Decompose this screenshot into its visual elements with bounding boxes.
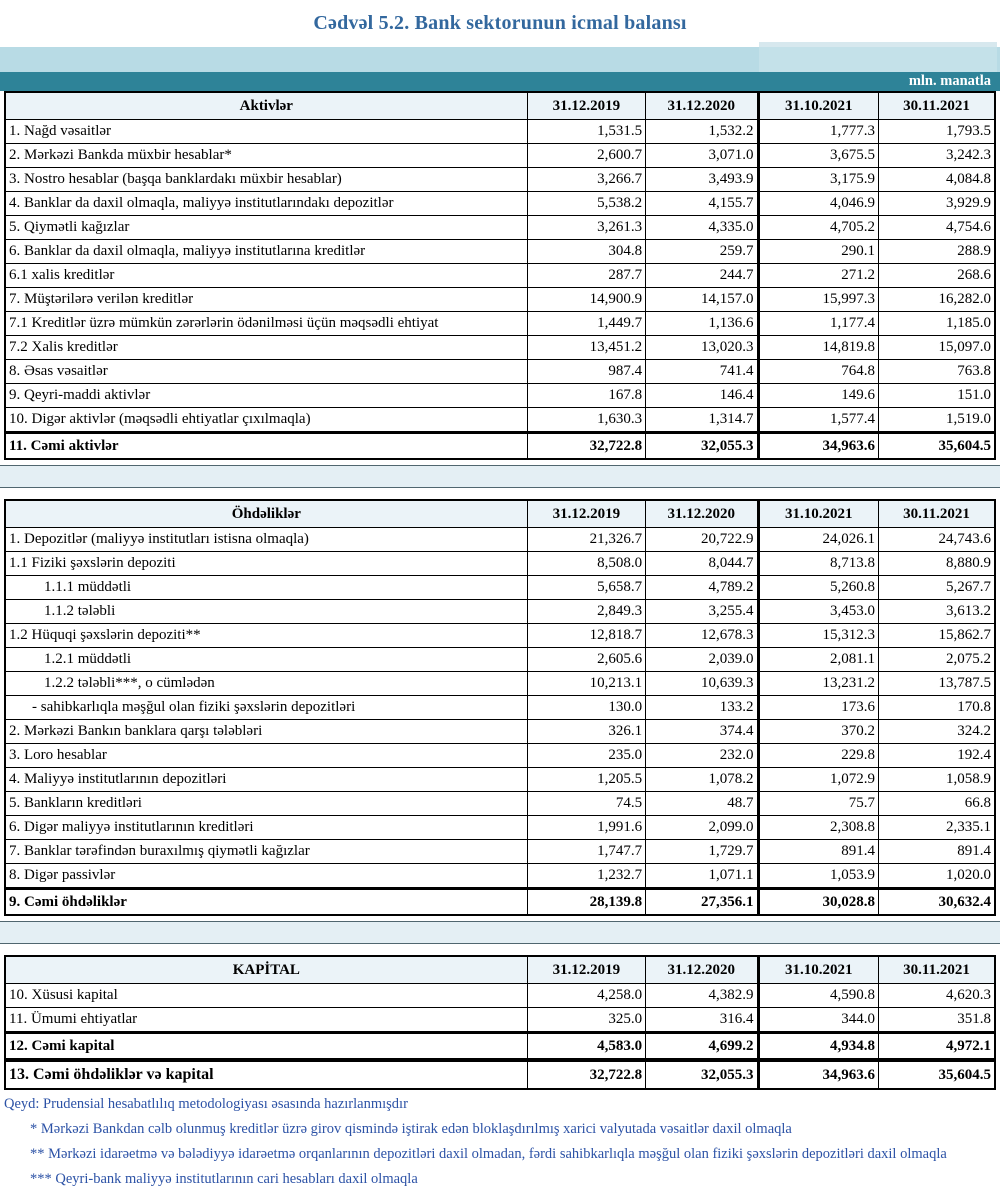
- cell-value: 4,382.9: [646, 984, 758, 1008]
- cell-value: 374.4: [646, 720, 758, 744]
- cell-value: 351.8: [879, 1008, 995, 1033]
- cell-value: 1,532.2: [646, 120, 758, 144]
- table-row: [5, 360, 995, 384]
- cell-value: 4,789.2: [646, 576, 758, 600]
- row-label: 9. Cəmi öhdəliklər: [5, 889, 527, 916]
- cell-value: 1,232.7: [527, 864, 645, 889]
- page-title: Cədvəl 5.2. Bank sektorunun icmal balansı: [313, 12, 687, 34]
- cell-value: 891.4: [879, 840, 995, 864]
- table-row: [5, 576, 995, 600]
- header-row: [5, 956, 995, 984]
- table-row: [5, 984, 995, 1008]
- row-label: 6. Banklar da daxil olmaqla, maliyyə institutlarına kreditlər: [5, 240, 527, 264]
- cell-value: 1,777.3: [758, 120, 878, 144]
- section-title: Aktivlər: [5, 92, 527, 120]
- cell-value: 4,155.7: [646, 192, 758, 216]
- cell-value: 1,519.0: [879, 408, 995, 433]
- cell-value: 3,175.9: [758, 168, 878, 192]
- column-header: 30.11.2021: [879, 956, 995, 984]
- cell-value: 32,722.8: [527, 433, 645, 460]
- cell-value: 229.8: [758, 744, 878, 768]
- column-header: 31.10.2021: [758, 92, 878, 120]
- row-label: 6. Digər maliyyə institutlarının kreditləri: [5, 816, 527, 840]
- cell-value: 4,934.8: [758, 1033, 878, 1060]
- cell-value: 1,185.0: [879, 312, 995, 336]
- row-label: 7. Banklar tərəfindən buraxılmış qiymətli kağızlar: [5, 840, 527, 864]
- table-row: [5, 216, 995, 240]
- cell-value: 10,639.3: [646, 672, 758, 696]
- cell-value: 34,963.6: [758, 433, 878, 460]
- row-label: 1. Nağd vəsaitlər: [5, 120, 527, 144]
- column-header: 31.10.2021: [758, 956, 878, 984]
- table-row: [5, 192, 995, 216]
- cell-value: 13,787.5: [879, 672, 995, 696]
- table-row: [5, 840, 995, 864]
- cell-value: 232.0: [646, 744, 758, 768]
- table-row: [5, 120, 995, 144]
- cell-value: 2,099.0: [646, 816, 758, 840]
- cell-value: 370.2: [758, 720, 878, 744]
- row-label: 1.2 Hüquqi şəxslərin depoziti**: [5, 624, 527, 648]
- row-label: 3. Loro hesablar: [5, 744, 527, 768]
- column-header: 30.11.2021: [879, 92, 995, 120]
- cell-value: 324.2: [879, 720, 995, 744]
- table-row: [5, 672, 995, 696]
- cell-value: 235.0: [527, 744, 645, 768]
- row-label: 1.1 Fiziki şəxslərin depoziti: [5, 552, 527, 576]
- cell-value: 5,260.8: [758, 576, 878, 600]
- cell-value: 1,078.2: [646, 768, 758, 792]
- row-label: 4. Banklar da daxil olmaqla, maliyyə institutlarındakı depozitlər: [5, 192, 527, 216]
- cell-value: 1,630.3: [527, 408, 645, 433]
- cell-value: 290.1: [758, 240, 878, 264]
- cell-value: 10,213.1: [527, 672, 645, 696]
- cell-value: 4,699.2: [646, 1033, 758, 1060]
- cell-value: 326.1: [527, 720, 645, 744]
- cell-value: 170.8: [879, 696, 995, 720]
- cell-value: 48.7: [646, 792, 758, 816]
- cell-value: 1,020.0: [879, 864, 995, 889]
- cell-value: 244.7: [646, 264, 758, 288]
- cell-value: 2,081.1: [758, 648, 878, 672]
- table-row: [5, 336, 995, 360]
- cell-value: 268.6: [879, 264, 995, 288]
- table-row: [5, 144, 995, 168]
- cell-value: 304.8: [527, 240, 645, 264]
- cell-value: 28,139.8: [527, 889, 645, 916]
- cell-value: 5,267.7: [879, 576, 995, 600]
- decorative-bar-tint: [759, 47, 997, 72]
- cell-value: 66.8: [879, 792, 995, 816]
- cell-value: 167.8: [527, 384, 645, 408]
- row-label: 9. Qeyri-maddi aktivlər: [5, 384, 527, 408]
- cell-value: 4,335.0: [646, 216, 758, 240]
- cell-value: 27,356.1: [646, 889, 758, 916]
- cell-value: 764.8: [758, 360, 878, 384]
- cell-value: 891.4: [758, 840, 878, 864]
- cell-value: 271.2: [758, 264, 878, 288]
- cell-value: 75.7: [758, 792, 878, 816]
- row-label: 13. Cəmi öhdəliklər və kapital: [5, 1061, 527, 1089]
- table-row: [5, 768, 995, 792]
- cell-value: 8,044.7: [646, 552, 758, 576]
- row-label: 4. Maliyyə institutlarının depozitləri: [5, 768, 527, 792]
- cell-value: 1,577.4: [758, 408, 878, 433]
- cell-value: 2,849.3: [527, 600, 645, 624]
- cell-value: 12,678.3: [646, 624, 758, 648]
- table-row: [5, 792, 995, 816]
- table-row: [5, 600, 995, 624]
- section-table: [4, 955, 996, 1060]
- cell-value: 1,177.4: [758, 312, 878, 336]
- cell-value: 14,900.9: [527, 288, 645, 312]
- table-row: [5, 1008, 995, 1033]
- cell-value: 3,266.7: [527, 168, 645, 192]
- cell-value: 30,028.8: [758, 889, 878, 916]
- cell-value: 2,600.7: [527, 144, 645, 168]
- column-header: 31.12.2019: [527, 956, 645, 984]
- column-header: 31.10.2021: [758, 500, 878, 528]
- table-row: [5, 889, 995, 916]
- cell-value: 8,508.0: [527, 552, 645, 576]
- cell-value: 1,205.5: [527, 768, 645, 792]
- cell-value: 1,991.6: [527, 816, 645, 840]
- cell-value: 1,449.7: [527, 312, 645, 336]
- cell-value: 5,658.7: [527, 576, 645, 600]
- cell-value: 16,282.0: [879, 288, 995, 312]
- footnote-asterisk-3: *** Qeyri-bank maliyyə institutlarının cari hesabları daxil olmaqla: [30, 1171, 418, 1187]
- cell-value: 4,754.6: [879, 216, 995, 240]
- cell-value: 32,055.3: [646, 433, 758, 460]
- column-header: 31.12.2019: [527, 92, 645, 120]
- row-label: 6.1 xalis kreditlər: [5, 264, 527, 288]
- column-header: 30.11.2021: [879, 500, 995, 528]
- cell-value: 763.8: [879, 360, 995, 384]
- table-row: [5, 240, 995, 264]
- cell-value: 344.0: [758, 1008, 878, 1033]
- section-table: [4, 499, 996, 916]
- cell-value: 2,308.8: [758, 816, 878, 840]
- table-row: [5, 408, 995, 433]
- cell-value: 12,818.7: [527, 624, 645, 648]
- row-label: 2. Mərkəzi Bankın banklara qarşı tələbləri: [5, 720, 527, 744]
- cell-value: 3,261.3: [527, 216, 645, 240]
- cell-value: 13,231.2: [758, 672, 878, 696]
- row-label: 5. Bankların kreditləri: [5, 792, 527, 816]
- cell-value: 2,335.1: [879, 816, 995, 840]
- cell-value: 32,722.8: [527, 1061, 645, 1089]
- table-row: [5, 288, 995, 312]
- cell-value: 133.2: [646, 696, 758, 720]
- cell-value: 32,055.3: [646, 1061, 758, 1089]
- cell-value: 4,046.9: [758, 192, 878, 216]
- cell-value: 3,255.4: [646, 600, 758, 624]
- table-row: [5, 744, 995, 768]
- unit-bar: [0, 72, 1000, 91]
- column-header: 31.12.2019: [527, 500, 645, 528]
- cell-value: 151.0: [879, 384, 995, 408]
- table-row: [5, 648, 995, 672]
- row-label: 8. Digər passivlər: [5, 864, 527, 889]
- cell-value: 3,453.0: [758, 600, 878, 624]
- cell-value: 20,722.9: [646, 528, 758, 552]
- cell-value: 1,072.9: [758, 768, 878, 792]
- table-row: [5, 552, 995, 576]
- cell-value: 21,326.7: [527, 528, 645, 552]
- row-label: 1.1.2 tələbli: [5, 600, 527, 624]
- cell-value: 173.6: [758, 696, 878, 720]
- cell-value: 4,583.0: [527, 1033, 645, 1060]
- cell-value: 1,793.5: [879, 120, 995, 144]
- cell-value: 288.9: [879, 240, 995, 264]
- row-label: 3. Nostro hesablar (başqa banklardakı müxbir hesablar): [5, 168, 527, 192]
- cell-value: 192.4: [879, 744, 995, 768]
- cell-value: 3,675.5: [758, 144, 878, 168]
- row-label: 11. Ümumi ehtiyatlar: [5, 1008, 527, 1033]
- footnote-asterisk-1: * Mərkəzi Bankdan cəlb olunmuş kreditlər üzrə girov qismində iştirak edən bloklaşdırılmış xarici valyutada vəsaitlər daxil olmaqla: [30, 1121, 792, 1137]
- table-row: [5, 528, 995, 552]
- cell-value: 35,604.5: [879, 1061, 995, 1089]
- section-title: KAPİTAL: [5, 956, 527, 984]
- row-label: 8. Əsas vəsaitlər: [5, 360, 527, 384]
- table-row: [5, 168, 995, 192]
- table-row: [5, 433, 995, 460]
- cell-value: 1,136.6: [646, 312, 758, 336]
- table-row: [5, 312, 995, 336]
- row-label: 5. Qiymətli kağızlar: [5, 216, 527, 240]
- cell-value: 1,314.7: [646, 408, 758, 433]
- row-label: 11. Cəmi aktivlər: [5, 433, 527, 460]
- table-row: [5, 624, 995, 648]
- cell-value: 15,097.0: [879, 336, 995, 360]
- cell-value: 5,538.2: [527, 192, 645, 216]
- cell-value: 15,997.3: [758, 288, 878, 312]
- footnotes: [0, 1097, 1000, 1187]
- cell-value: 15,312.3: [758, 624, 878, 648]
- table-row: [5, 384, 995, 408]
- cell-value: 3,493.9: [646, 168, 758, 192]
- cell-value: 1,729.7: [646, 840, 758, 864]
- cell-value: 316.4: [646, 1008, 758, 1033]
- row-label: 10. Digər aktivlər (məqsədli ehtiyatlar çıxılmaqla): [5, 408, 527, 433]
- row-label: 7.1 Kreditlər üzrə mümkün zərərlərin ödənilməsi üçün məqsədli ehtiyat: [5, 312, 527, 336]
- cell-value: 2,605.6: [527, 648, 645, 672]
- cell-value: 146.4: [646, 384, 758, 408]
- cell-value: 2,039.0: [646, 648, 758, 672]
- cell-value: 4,972.1: [879, 1033, 995, 1060]
- cell-value: 13,451.2: [527, 336, 645, 360]
- cell-value: 2,075.2: [879, 648, 995, 672]
- header-row: [5, 500, 995, 528]
- cell-value: 4,590.8: [758, 984, 878, 1008]
- cell-value: 8,880.9: [879, 552, 995, 576]
- grand-total-row: [5, 1061, 995, 1089]
- section-title: Öhdəliklər: [5, 500, 527, 528]
- cell-value: 1,058.9: [879, 768, 995, 792]
- cell-value: 130.0: [527, 696, 645, 720]
- row-label: 7. Müştərilərə verilən kreditlər: [5, 288, 527, 312]
- row-label: 1.2.2 tələbli***, o cümlədən: [5, 672, 527, 696]
- cell-value: 3,613.2: [879, 600, 995, 624]
- cell-value: 4,084.8: [879, 168, 995, 192]
- row-label: 2. Mərkəzi Bankda müxbir hesablar*: [5, 144, 527, 168]
- cell-value: 4,705.2: [758, 216, 878, 240]
- balance-tables: [0, 91, 1000, 1060]
- cell-value: 3,242.3: [879, 144, 995, 168]
- row-label: 12. Cəmi kapital: [5, 1033, 527, 1060]
- section-separator: [0, 921, 1000, 944]
- cell-value: 987.4: [527, 360, 645, 384]
- cell-value: 34,963.6: [758, 1061, 878, 1089]
- table-row: [5, 264, 995, 288]
- header-row: [5, 92, 995, 120]
- cell-value: 287.7: [527, 264, 645, 288]
- cell-value: 149.6: [758, 384, 878, 408]
- table-row: [5, 720, 995, 744]
- cell-value: 1,531.5: [527, 120, 645, 144]
- section-table: [4, 91, 996, 460]
- header-bars: [0, 42, 1000, 91]
- footnote-note: Qeyd: Prudensial hesabatlılıq metodologiyası əsasında hazırlanmışdır: [4, 1096, 408, 1112]
- cell-value: 14,819.8: [758, 336, 878, 360]
- grand-total-table: [4, 1060, 996, 1090]
- cell-value: 3,929.9: [879, 192, 995, 216]
- cell-value: 4,258.0: [527, 984, 645, 1008]
- unit-label: mln. manatla: [908, 73, 991, 89]
- cell-value: 14,157.0: [646, 288, 758, 312]
- cell-value: 35,604.5: [879, 433, 995, 460]
- table-row: [5, 1033, 995, 1060]
- cell-value: 30,632.4: [879, 889, 995, 916]
- table-row: [5, 864, 995, 889]
- cell-value: 8,713.8: [758, 552, 878, 576]
- table-row: [5, 816, 995, 840]
- cell-value: 24,026.1: [758, 528, 878, 552]
- cell-value: 1,071.1: [646, 864, 758, 889]
- row-label: - sahibkarlıqla məşğul olan fiziki şəxslərin depozitləri: [5, 696, 527, 720]
- row-label: 10. Xüsusi kapital: [5, 984, 527, 1008]
- footnote-asterisk-2: ** Mərkəzi idarəetmə və bələdiyyə idarəetmə orqanlarının depozitləri daxil olmadan, fərdi sahibkarlıqla məşğul olan fiziki şəxslərin depozitləri daxil olmaqla: [30, 1146, 947, 1162]
- section-separator: [0, 465, 1000, 488]
- cell-value: 1,053.9: [758, 864, 878, 889]
- page: [0, 12, 1000, 1187]
- cell-value: 13,020.3: [646, 336, 758, 360]
- cell-value: 4,620.3: [879, 984, 995, 1008]
- row-label: 1.1.1 müddətli: [5, 576, 527, 600]
- column-header: 31.12.2020: [646, 500, 758, 528]
- cell-value: 3,071.0: [646, 144, 758, 168]
- cell-value: 259.7: [646, 240, 758, 264]
- row-label: 1.2.1 müddətli: [5, 648, 527, 672]
- cell-value: 1,747.7: [527, 840, 645, 864]
- cell-value: 325.0: [527, 1008, 645, 1033]
- table-row: [5, 696, 995, 720]
- row-label: 1. Depozitlər (maliyyə institutları istisna olmaqla): [5, 528, 527, 552]
- column-header: 31.12.2020: [646, 956, 758, 984]
- cell-value: 15,862.7: [879, 624, 995, 648]
- cell-value: 24,743.6: [879, 528, 995, 552]
- cell-value: 741.4: [646, 360, 758, 384]
- column-header: 31.12.2020: [646, 92, 758, 120]
- row-label: 7.2 Xalis kreditlər: [5, 336, 527, 360]
- cell-value: 74.5: [527, 792, 645, 816]
